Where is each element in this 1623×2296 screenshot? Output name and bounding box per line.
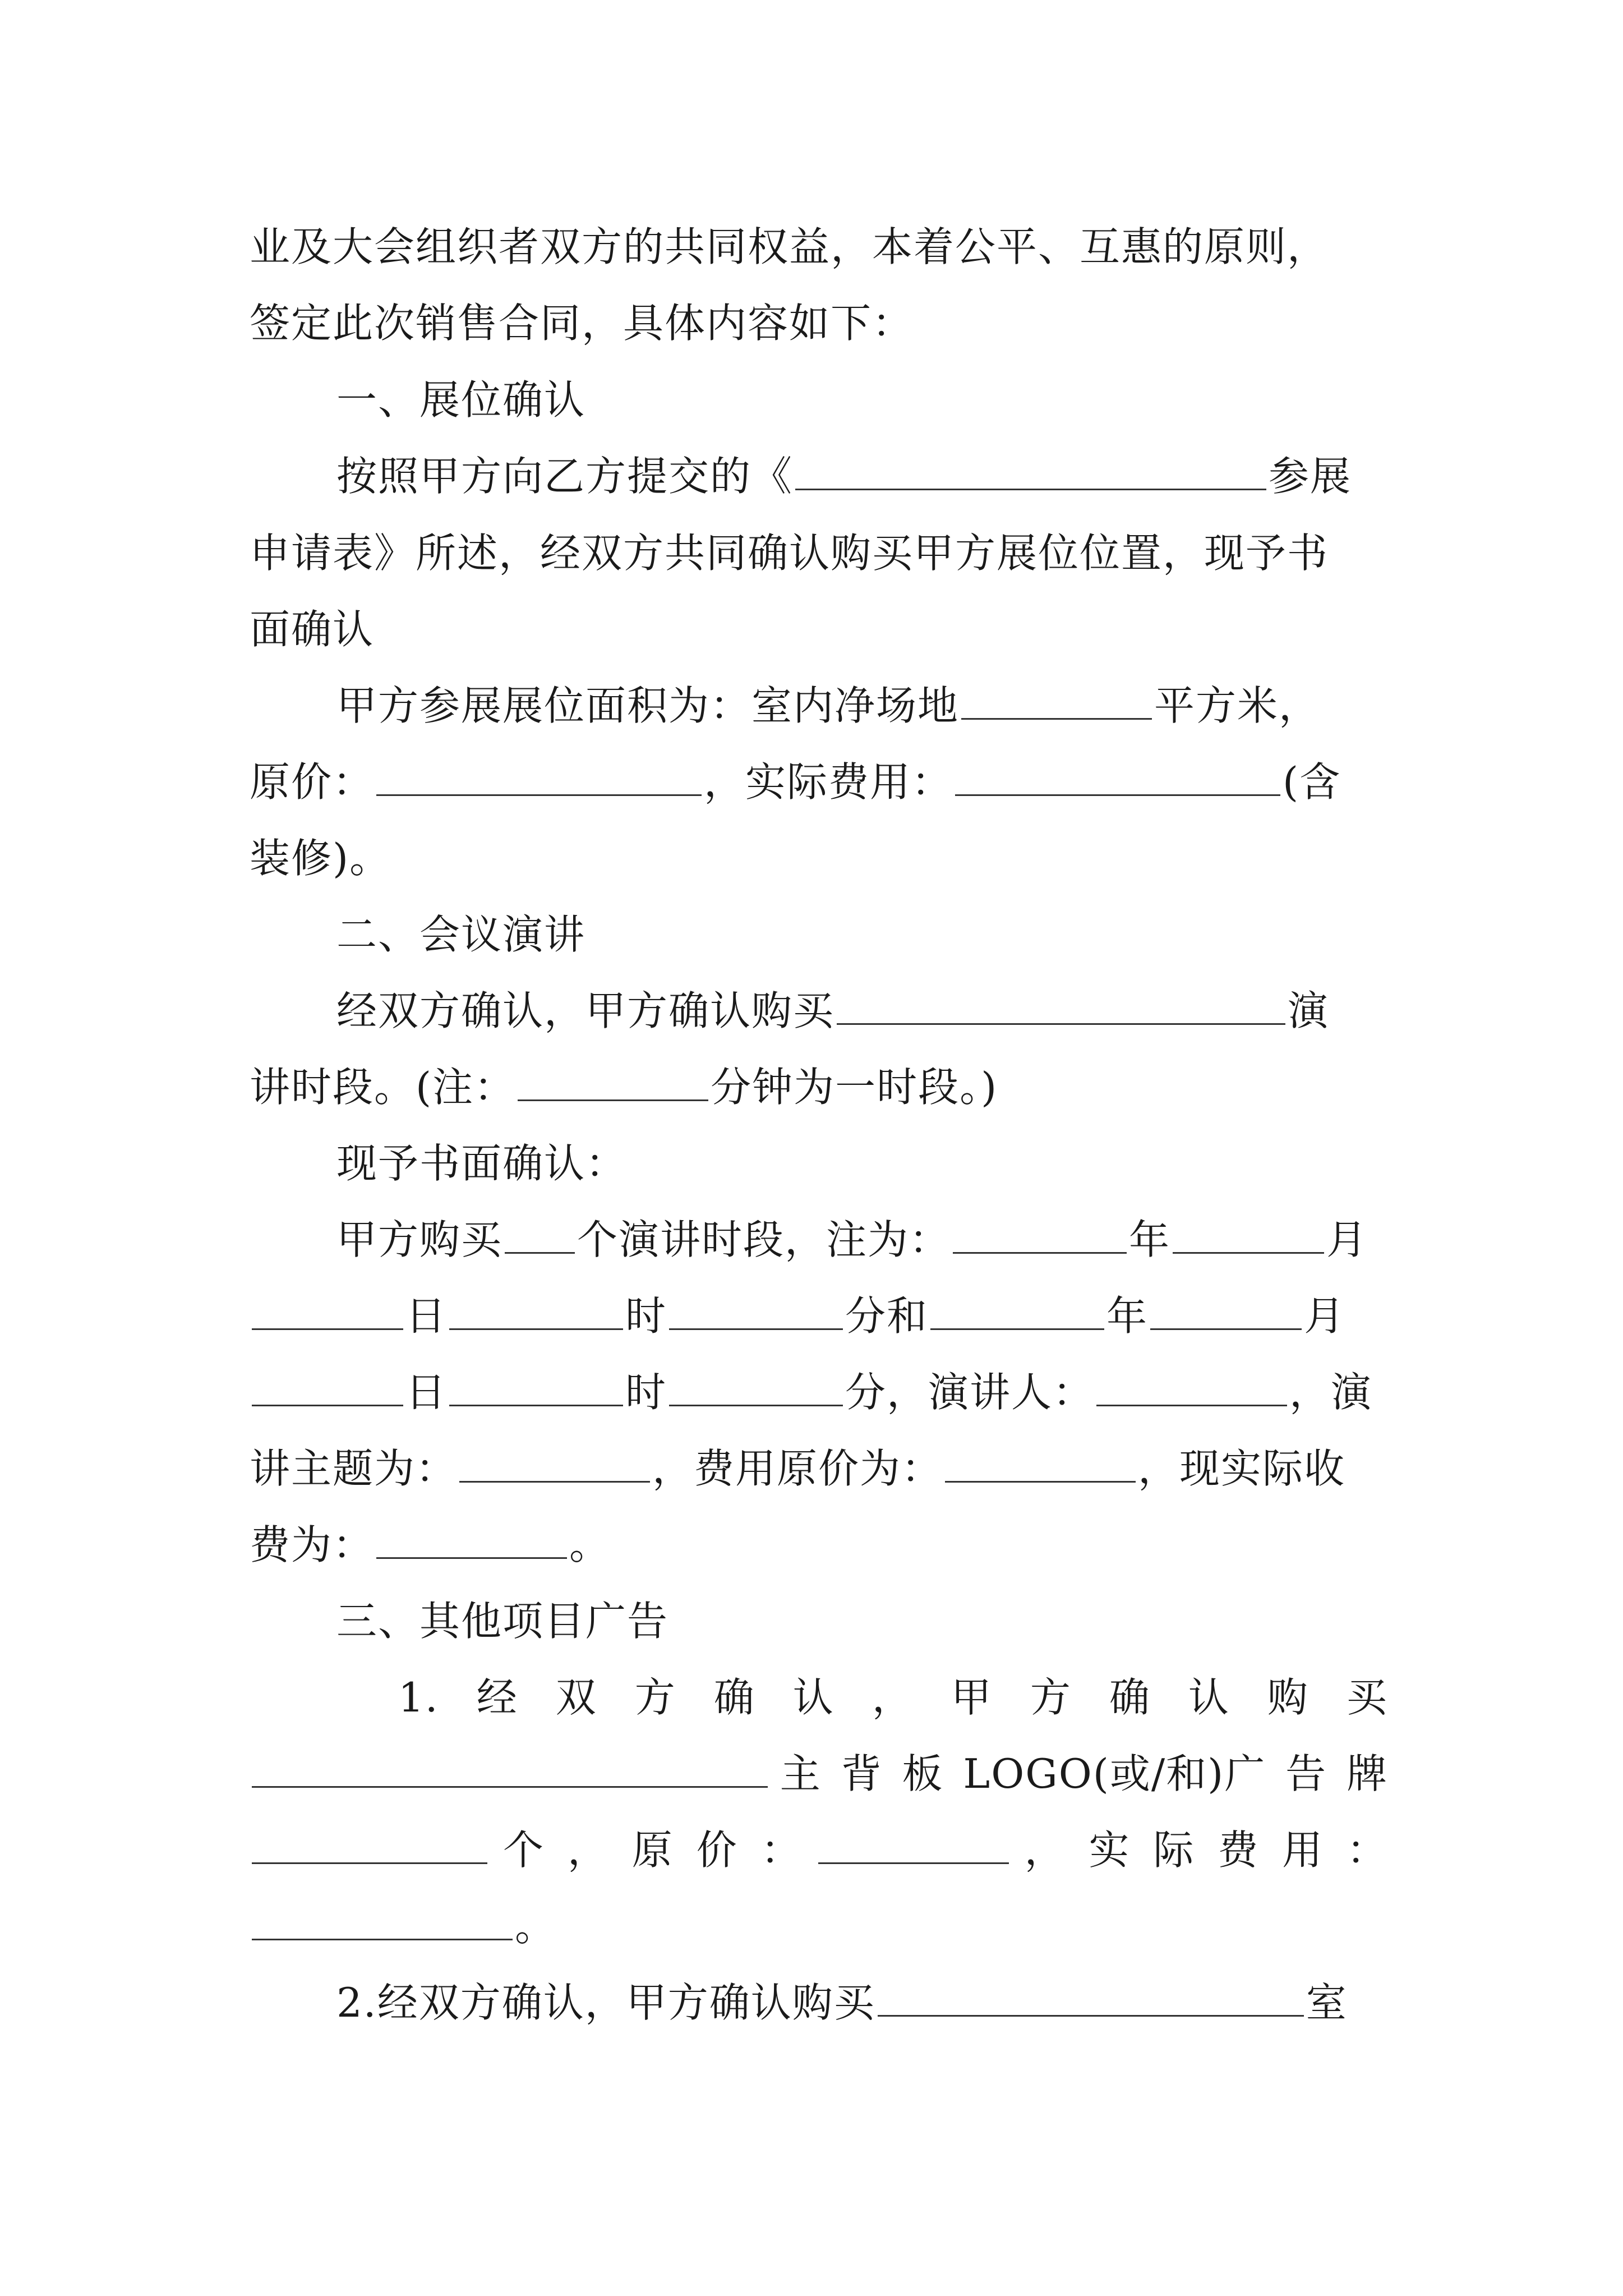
- text: 月: [1304, 1292, 1346, 1340]
- paragraph-line: [250, 1354, 1388, 1430]
- text: 双: [555, 1674, 597, 1721]
- fill-blank: [376, 1518, 567, 1559]
- fill-blank: [252, 1747, 768, 1788]
- fill-blank: [252, 1823, 487, 1864]
- text: 演: [1288, 987, 1330, 1034]
- heading-text: 一、展位确认: [336, 376, 586, 424]
- text: 讲主题为：: [250, 1445, 458, 1492]
- text: 认: [792, 1674, 834, 1721]
- text: (含: [1283, 758, 1341, 806]
- paragraph-line: [250, 1430, 1388, 1507]
- paragraph-line: [336, 1202, 1388, 1278]
- paragraph-line: [336, 668, 1388, 744]
- paragraph-line: [250, 285, 1388, 361]
- section-heading: [336, 896, 1388, 973]
- fill-blank: [669, 1365, 843, 1406]
- paragraph-line: [250, 1278, 1388, 1354]
- text: 平方米，: [1154, 682, 1321, 729]
- text: ，费用原价为：: [652, 1445, 943, 1492]
- paragraph-line: [336, 973, 1388, 1049]
- text: 分，演讲人：: [845, 1369, 1095, 1416]
- text: 讲时段。(注：: [250, 1064, 516, 1111]
- text: 方: [1030, 1674, 1072, 1721]
- section-heading: [336, 362, 1388, 438]
- text: 时: [625, 1369, 667, 1416]
- paragraph-line-justified: [250, 1736, 1388, 1812]
- text: 购: [1267, 1674, 1309, 1721]
- text: 认: [1188, 1674, 1230, 1721]
- paragraph-line: [250, 1888, 1388, 1964]
- text: 确: [713, 1674, 755, 1721]
- text: 确: [1109, 1674, 1151, 1721]
- paragraph-line: [336, 1964, 1388, 2041]
- fill-blank: [1173, 1213, 1324, 1254]
- text: ， 实 际 费 用 ：: [1024, 1826, 1388, 1874]
- text: 签定此次销售合同，具体内容如下：: [250, 300, 914, 347]
- text: ，: [872, 1674, 914, 1721]
- text: 1.: [398, 1674, 439, 1721]
- text: 月: [1326, 1216, 1368, 1263]
- fill-blank: [837, 984, 1285, 1025]
- text: 甲: [951, 1674, 993, 1721]
- text: 。: [515, 1903, 557, 1950]
- paragraph-line-justified: [250, 1812, 1388, 1888]
- text: 买: [1346, 1674, 1388, 1721]
- text: 年: [1106, 1292, 1149, 1340]
- paragraph-line: [250, 1049, 1388, 1125]
- paragraph-line: [250, 744, 1388, 820]
- text: 费为：: [250, 1521, 375, 1568]
- text: ，演: [1289, 1369, 1373, 1416]
- text: 按照甲方向乙方提交的《: [336, 453, 794, 500]
- text: 2.经双方确认，甲方确认购买: [336, 1979, 875, 2026]
- fill-blank: [818, 1823, 1009, 1864]
- text: 经双方确认，甲方确认购买: [336, 987, 835, 1034]
- paragraph-line-justified: [398, 1659, 1388, 1736]
- fill-blank: [459, 1442, 650, 1483]
- fill-blank: [505, 1213, 575, 1254]
- text: 日: [405, 1292, 448, 1340]
- text: 面确认: [250, 606, 375, 653]
- paragraph-line: [336, 1125, 1388, 1202]
- fill-blank: [878, 1976, 1304, 2017]
- fill-blank: [252, 1365, 403, 1406]
- text: 日: [405, 1369, 448, 1416]
- text: 分和: [845, 1292, 929, 1340]
- fill-blank: [376, 755, 702, 796]
- fill-blank: [953, 1213, 1127, 1254]
- text: ，实际费用：: [704, 758, 953, 806]
- text: 主 背 板 LOGO(或/和)广 告 牌: [780, 1750, 1388, 1797]
- text: 申请表》所述，经双方共同确认购买甲方展位位置，现予书: [250, 530, 1329, 577]
- paragraph-line: [250, 820, 1388, 896]
- fill-blank: [945, 1442, 1136, 1483]
- fill-blank: [449, 1289, 623, 1330]
- paragraph-line: [336, 438, 1388, 514]
- text: 时: [625, 1292, 667, 1340]
- fill-blank: [930, 1289, 1104, 1330]
- fill-blank: [1096, 1365, 1287, 1406]
- text: 个演讲时段，注为：: [577, 1216, 951, 1263]
- heading-text: 三、其他项目广告: [336, 1598, 669, 1645]
- fill-blank: [252, 1289, 403, 1330]
- text: 甲方参展展位面积为：室内净场地: [336, 682, 960, 729]
- text: 甲方购买: [336, 1216, 503, 1263]
- text: 装修)。: [250, 835, 391, 882]
- fill-blank: [961, 679, 1152, 720]
- paragraph-line: [250, 1507, 1388, 1583]
- fill-blank: [449, 1365, 623, 1406]
- fill-blank: [669, 1289, 843, 1330]
- text: 。: [569, 1521, 611, 1568]
- text: 年: [1129, 1216, 1171, 1263]
- fill-blank: [518, 1060, 708, 1101]
- text: ，现实际收: [1138, 1445, 1346, 1492]
- text: 参展: [1269, 453, 1352, 500]
- text: 室: [1306, 1979, 1348, 2026]
- fill-blank: [955, 755, 1280, 796]
- paragraph-line: [250, 591, 1388, 668]
- text: 业及大会组织者双方的共同权益，本着公平、互惠的原则，: [250, 223, 1329, 270]
- fill-blank: [795, 449, 1266, 490]
- text: 现予书面确认：: [336, 1140, 628, 1187]
- section-heading: [336, 1583, 1388, 1659]
- paragraph-line: [250, 515, 1388, 591]
- text: 分钟为一时段。): [711, 1064, 998, 1111]
- text: 经: [476, 1674, 518, 1721]
- paragraph-line: [250, 209, 1388, 285]
- text: 个 ， 原 价 ：: [503, 1826, 803, 1874]
- heading-text: 二、会议演讲: [336, 911, 586, 958]
- fill-blank: [252, 1899, 513, 1940]
- text: 原价：: [250, 758, 375, 806]
- text: 方: [634, 1674, 676, 1721]
- fill-blank: [1150, 1289, 1302, 1330]
